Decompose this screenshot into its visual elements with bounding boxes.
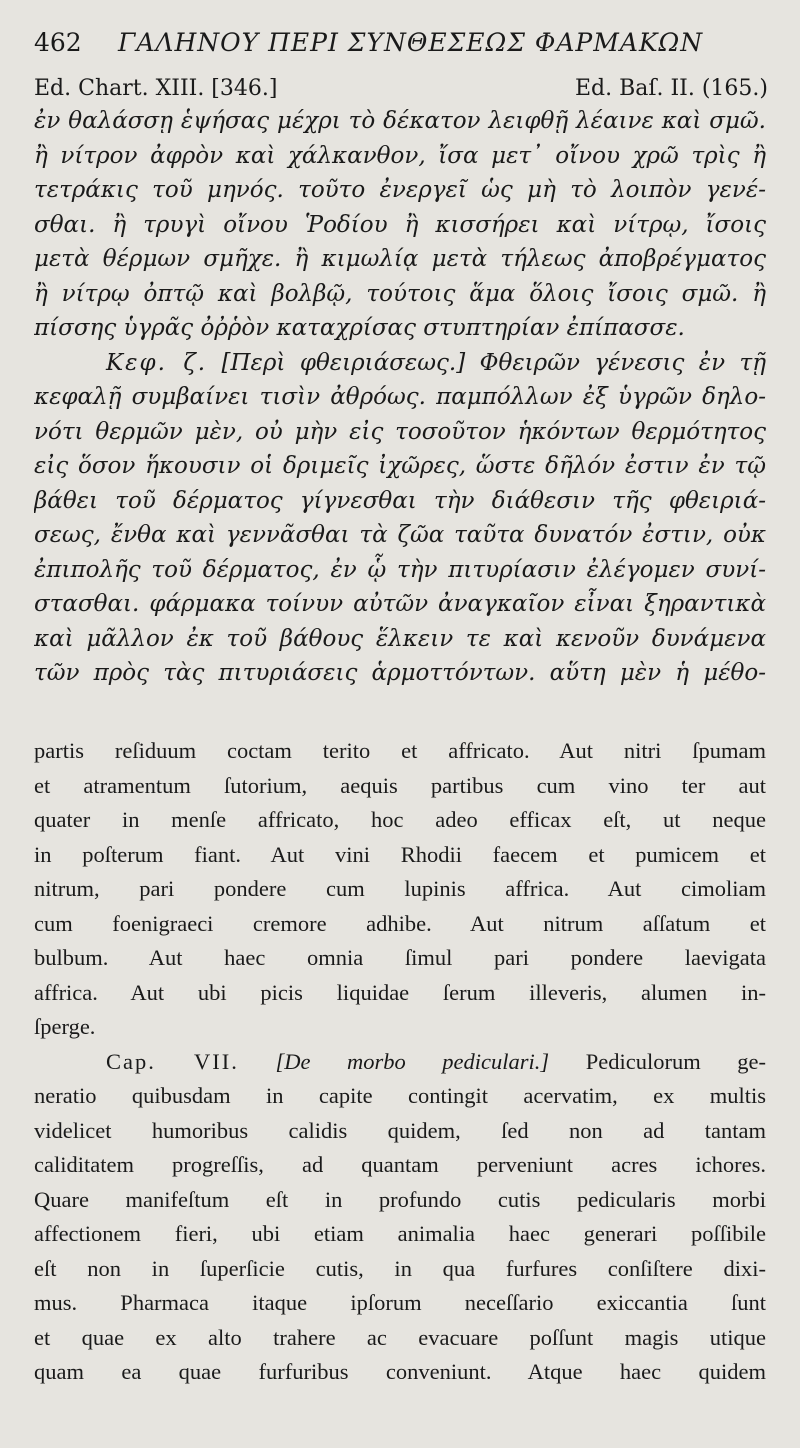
latin-line: et quae ex alto trahere ac evacuare poſſunt magis utique [34, 1324, 766, 1350]
latin-chapter-title: [De morbo pediculari.] [275, 1048, 550, 1074]
greek-line: στασθαι. φάρμακα τοίνυν αὐτῶν ἀναγκαῖον εἶναι ξηραντικὰ [34, 591, 766, 617]
latin-line: caliditatem progreſſis, ad quantam perveniunt acres ichores. [34, 1152, 766, 1177]
latin-chapter-label: Cap. VII. [106, 1048, 239, 1074]
edition-reference-left: Ed. Chart. XIII. [346.] [34, 76, 278, 101]
greek-line: τῶν πρὸς τὰς πιτυριάσεις ἁρμοττόντων. αὕτη μὲν ἡ μέθο- [34, 660, 766, 686]
greek-chapter-title: [Περὶ φθειριάσεως.] [221, 349, 466, 376]
greek-chapter-heading-line [34, 346, 766, 381]
edition-reference-right: Ed. Baſ. II. (165.) [574, 76, 768, 101]
latin-text-block [34, 734, 766, 1390]
greek-line: πίσσης ὑγρᾶς ὀῤῥὸν καταχρίσας στυπτηρίαν ἐπίπασσε. [34, 315, 685, 341]
latin-line: eſt non in ſuperſicie cutis, in qua furfures conſiſtere dixi- [34, 1255, 766, 1281]
greek-chapter-first-line: Φθειρῶν γένεσις ἐν τῇ [479, 349, 766, 376]
latin-line: quater in menſe affricato, hoc adeo efficax eſt, ut neque [34, 807, 766, 832]
running-header [34, 28, 774, 57]
greek-chapter-label: Κεφ. ζ. [106, 349, 208, 376]
greek-line: τετράκις τοῦ μηνός. τοῦτο ἐνεργεῖ ὡς μὴ τὸ λοιπὸν γενέ- [34, 177, 766, 203]
latin-line: ſperge. [34, 1014, 96, 1039]
latin-line: et atramentum ſutorium, aequis partibus cum vino ter aut [34, 772, 766, 798]
running-title: ΓΑΛΗΝΟΥ ΠΕΡΙ ΣΥΝΘΕΣΕΩΣ ΦΑΡΜΑΚΩΝ [118, 28, 704, 57]
latin-line: affrica. Aut ubi picis liquidae ſerum illeveris, alumen in- [34, 979, 766, 1005]
latin-line: affectionem fieri, ubi etiam animalia haec generari poſſibile [34, 1221, 766, 1246]
greek-line: μετὰ θέρμων σμῆχε. ἢ κιμωλίᾳ μετὰ τήλεως ἀποβρέγματος [34, 246, 766, 272]
greek-line: νότι θερμῶν μὲν, οὐ μὴν εἰς τοσοῦτον ἡκόντων θερμότητος [34, 418, 766, 445]
latin-line: neratio quibusdam in capite contingit acervatim, ex multis [34, 1083, 766, 1108]
latin-line: nitrum, pari pondere cum lupinis affrica. Aut cimoliam [34, 876, 766, 901]
greek-line: ἐπιπολῆς τοῦ δέρματος, ἐν ᾧ τὴν πιτυρίασιν ἐλέγομεν συνί- [34, 556, 766, 583]
greek-line: σεως, ἔνθα καὶ γεννᾶσθαι τὰ ζῶα ταῦτα δυνατόν ἐστιν, οὐκ [34, 522, 766, 548]
greek-line: ἢ νίτρον ἀφρὸν καὶ χάλκανθον, ἴσα μετ᾽ οἴνου χρῶ τρὶς ἢ [34, 142, 766, 169]
latin-line: videlicet humoribus calidis quidem, ſed non ad tantam [34, 1117, 766, 1143]
latin-chapter-heading-line [34, 1045, 766, 1080]
greek-line: κεφαλῇ συμβαίνει τισὶν ἀθρόως. παμπόλλων ἐξ ὑγρῶν δηλο- [34, 384, 766, 410]
greek-line: ἢ νίτρῳ ὀπτῷ καὶ βολβῷ, τούτοις ἅμα ὅλοις ἴσοις σμῶ. ἢ [34, 280, 766, 307]
greek-line: καὶ μᾶλλον ἐκ τοῦ βάθους ἕλκειν τε καὶ κενοῦν δυνάμενα [34, 625, 766, 652]
latin-line: partis reſiduum coctam terito et affricato. Aut nitri ſpumam [34, 738, 766, 763]
latin-line: bulbum. Aut haec omnia ſimul pari pondere laevigata [34, 945, 766, 970]
greek-line: ἐν θαλάσσῃ ἑψήσας μέχρι τὸ δέκατον λειφθῇ λέαινε καὶ σμῶ. [34, 108, 766, 134]
latin-line: cum foenigraeci cremore adhibe. Aut nitrum aſſatum et [34, 910, 766, 936]
greek-text-block [34, 104, 766, 691]
latin-line: in poſterum fiant. Aut vini Rhodii faecem et pumicem et [34, 841, 766, 867]
page-number: 462 [34, 28, 82, 57]
latin-chapter-first-line: Pediculorum ge- [585, 1048, 766, 1074]
greek-line: εἰς ὅσον ἥκουσιν οἱ δριμεῖς ἰχῶρες, ὥστε δῆλόν ἐστιν ἐν τῷ [34, 453, 766, 479]
greek-line: βάθει τοῦ δέρματος γίγνεσθαι τὴν διάθεσιν τῆς φθειριά- [34, 487, 766, 514]
greek-line: σθαι. ἢ τρυγὶ οἴνου Ῥοδίου ἢ κισσήρει καὶ νίτρῳ, ἴσοις [34, 211, 766, 238]
latin-line: mus. Pharmaca itaque ipſorum neceſſario exiccantia ſunt [34, 1290, 766, 1315]
latin-line: Quare manifeſtum eſt in profundo cutis pedicularis morbi [34, 1186, 766, 1212]
latin-line: quam ea quae furfuribus conveniunt. Atque haec quidem [34, 1359, 766, 1384]
